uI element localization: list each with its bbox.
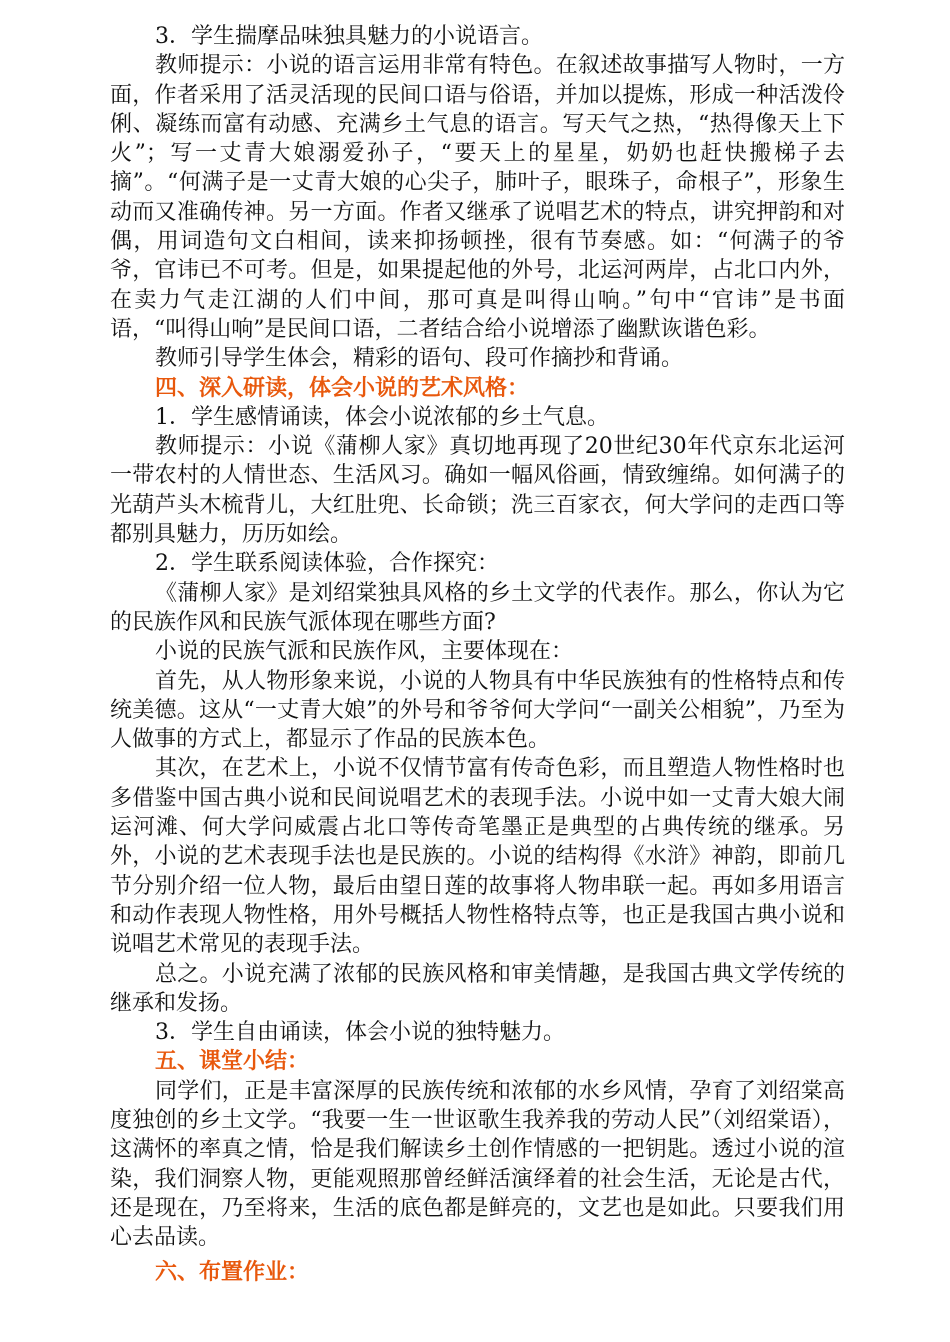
paragraph-answer-intro: 小说的民族气派和民族作风，主要体现在：	[155, 639, 574, 665]
section-heading-5: 五、课堂小结：	[155, 1049, 310, 1075]
paragraph-first-point: 首先，从人物形象来说，小说的人物具有中华民族独有的性格特点和传统美德。这从“一丈青大娘”的外号和爷爷何大学问“一副关公相貌”，乃至为人做事的方式上，都显示了作品的民族本色。	[110, 668, 845, 753]
section-heading-6: 六、布置作业：	[155, 1260, 310, 1286]
paragraph-step-1-reading: 1．学生感情诵读，体会小说浓郁的乡土气息。	[155, 404, 609, 430]
paragraph-guide-memorize: 教师引导学生体会，精彩的语句、段可作摘抄和背诵。	[155, 346, 684, 372]
document-page	[110, 22, 845, 1288]
paragraph-step-3-free-reading: 3．学生自由诵读，体会小说的独特魅力。	[155, 1020, 565, 1046]
paragraph-summary: 同学们，正是丰富深厚的民族传统和浓郁的水乡风情，孕育了刘绍棠高度独创的乡土文学。“我要一生一世讴歌生我养我的劳动人民”（刘绍棠语），这满怀的率真之情，恰是我们解读乡土创作情感的一把钥匙。透过小说的渲染，我们洞察人物，更能观照那曾经鲜活演绎着的社会生活，无论是古代，还是现在，乃至将来，生活的底色都是鲜亮的，文艺也是如此。只要我们用心去品读。	[110, 1078, 845, 1251]
paragraph-conclusion: 总之。小说充满了浓郁的民族风格和审美情趣，是我国古典文学传统的继承和发扬。	[110, 961, 845, 1016]
paragraph-question: 《蒲柳人家》是刘绍棠独具风格的乡土文学的代表作。那么，你认为它的民族作风和民族气派体现在哪些方面?	[110, 580, 845, 635]
paragraph-second-point: 其次，在艺术上，小说不仅情节富有传奇色彩，而且塑造人物性格时也多借鉴中国古典小说和民间说唱艺术的表现手法。小说中如一丈青大娘大闹运河滩、何大学问威震占北口等传奇笔墨正是典型的占典传统的继承。另外，小说的艺术表现手法也是民族的。小说的结构得《水浒》神韵，即前几节分别介绍一位人物，最后由望日莲的故事将人物串联一起。再如多用语言和动作表现人物性格，用外号概括人物性格特点等，也正是我国古典小说和说唱艺术常见的表现手法。	[110, 756, 845, 958]
paragraph-teacher-tip-style: 教师提示：小说《蒲柳人家》真切地再现了20世纪30年代京东北运河一带农村的人情世态、生活风习。确如一幅风俗画，情致缠绵。如何满子的光葫芦头木梳背儿，大红肚兜、长命锁；洗三百家衣，何大学问的走西口等都别具魅力，历历如绘。	[110, 434, 845, 548]
section-heading-4: 四、深入研读，体会小说的艺术风格：	[155, 375, 530, 401]
paragraph-step-2-explore: 2．学生联系阅读体验，合作探究：	[155, 551, 499, 577]
paragraph-step-3-language: 3．学生揣摩品味独具魅力的小说语言。	[155, 24, 543, 49]
paragraph-teacher-tip-language: 教师提示：小说的语言运用非常有特色。在叙述故事描写人物时，一方面，作者采用了活灵活现的民间口语与俗语，并加以提炼，形成一种活泼伶俐、凝练而富有动感、充满乡土气息的语言。写天气之热，“热得像天上下火”；写一丈青大娘溺爱孙子，“要天上的星星，奶奶也赶快搬梯子去摘”。“何满子是一丈青大娘的心尖子，肺叶子，眼珠子，命根子”，形象生动而又准确传神。另一方面。作者又继承了说唱艺术的特点，讲究押韵和对偶，用词造句文白相间，读来抑扬顿挫，很有节奏感。如：“何满子的爷爷，官讳已不可考。但是，如果提起他的外号，北运河两岸，占北口内外，在卖力气走江湖的人们中间，那可真是叫得山响。”句中“官讳”是书面语，“叫得山响”是民间口语，二者结合给小说增添了幽默诙谐色彩。	[110, 53, 845, 342]
